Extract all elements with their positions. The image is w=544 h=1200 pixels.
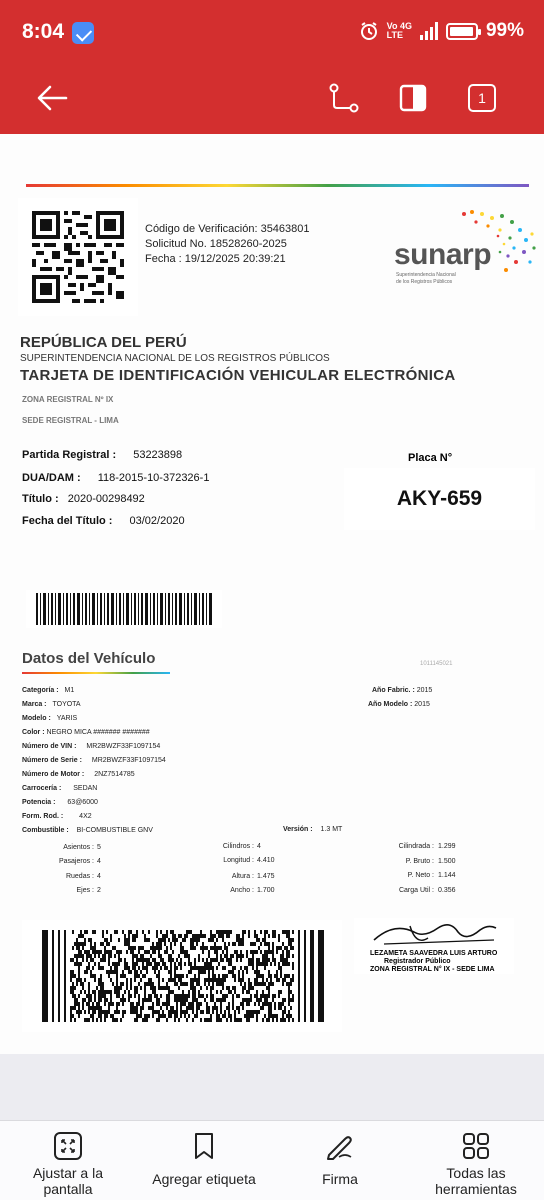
ano-fabric-field: Año Fabric. : 2015 [372,687,433,694]
rainbow-divider [26,184,529,187]
sunarp-subtitle: Superintendencia Nacional de los Registros Públicos [396,272,456,285]
pasajeros-value: 4 [97,858,101,865]
ruedas-label: Ruedas : [65,873,94,880]
ano-modelo-field: Año Modelo : 2015 [368,701,430,708]
form-rod-field: Form. Rod. : 4X2 [22,813,92,820]
longitud-value: 4.410 [257,857,275,864]
zona-registral: ZONA REGISTRAL Nº IX [22,395,114,404]
ancho-label: Ancho : [230,887,254,894]
categoria-field: Categoría : M1 [22,687,75,694]
network-type: Vo 4G LTE [386,21,412,40]
titulo-field: Título : 2020-00298492 [22,493,145,505]
solicitud: Solicitud No. 18528260-2025 [145,238,287,250]
fecha: Fecha : 19/12/2025 20:39:21 [145,253,286,265]
altura-value: 1.475 [257,873,275,880]
all-tools-button[interactable]: Todas las herramientas [416,1131,536,1197]
asientos-label: Asientos : [63,844,94,851]
longitud-label: Longitud : [223,857,254,864]
datos-vehiculo-heading: Datos del Vehículo [22,650,156,667]
split-view-icon [399,84,427,112]
add-tag-button[interactable]: Agregar etiqueta [144,1131,264,1187]
combustible-field: Combustible : BI-COMBUSTIBLE GNV [22,827,153,834]
fit-screen-button[interactable]: Ajustar a la pantalla [8,1131,128,1197]
marca-field: Marca : TOYOTA [22,701,81,708]
sunarp-logo [392,208,538,292]
grid-icon [461,1131,491,1161]
qr-code [18,198,138,316]
signature-icon [354,918,514,952]
superintendencia-heading: SUPERINTENDENCIA NACIONAL DE LOS REGISTROS PÚBLICOS [20,353,330,364]
datos-underline [22,672,170,674]
page-count-button[interactable] [462,78,502,118]
document-page[interactable] [0,134,544,1054]
page-gap [0,1054,544,1120]
status-bar [0,0,544,64]
battery-percent: 99% [485,20,524,41]
placa-label: Placa N° [408,452,453,464]
modelo-field: Modelo : YARIS [22,715,78,722]
status-time: 8:04 [22,20,65,43]
mail-notification-icon [72,22,94,44]
signal-icon [420,22,438,40]
republica-heading: REPÚBLICA DEL PERÚ [20,334,187,351]
serie-field: Número de Serie : MR2BWZF33F1097154 [22,757,166,764]
ejes-value: 2 [97,887,101,894]
pen-icon [325,1131,355,1161]
sunarp-wordmark: sunarp [394,238,492,271]
alarm-icon [359,21,379,41]
barcode [26,590,222,628]
fit-screen-icon [53,1131,83,1161]
vin-field: Número de VIN : MR2BWZF33F1097154 [22,743,161,750]
p-neto-label: P. Neto : [407,872,434,879]
dua-field: DUA/DAM : 118-2015-10-372326-1 [22,472,210,484]
path-icon [327,83,361,113]
potencia-field: Potencia : 63@6000 [22,799,98,806]
signature-block [354,918,514,974]
cilindrada-value: 1.299 [438,843,456,850]
partida-field: Partida Registral : 53223898 [22,449,183,461]
document-id: 1011145021 [420,661,453,667]
ejes-label: Ejes : [76,887,94,894]
carroceria-field: Carrocería : SEDAN [22,785,98,792]
cilindros-value: 4 [257,843,261,850]
p-bruto-value: 1.500 [438,858,456,865]
pasajeros-label: Pasajeros : [58,858,94,865]
placa-value: AKY-659 [344,468,535,530]
verification-info [145,222,310,267]
app-toolbar [0,64,544,134]
p-neto-value: 1.144 [438,872,456,879]
asientos-value: 5 [97,844,101,851]
arrow-left-icon [36,84,68,112]
color-field: Color : NEGRO MICA ####### ####### [22,729,150,736]
ancho-value: 1.700 [257,887,275,894]
motor-field: Número de Motor : 2NZ7514785 [22,771,135,778]
version-field: Versión : 1.3 MT [283,826,343,833]
altura-label: Altura : [231,873,254,880]
document-title: TARJETA DE IDENTIFICACIÓN VEHICULAR ELECTRÓNICA [20,367,456,384]
signer-name: LEZAMETA SAAVEDRA LUIS ARTURO [370,950,498,957]
back-button[interactable] [32,78,72,118]
cilindros-label: Cilindros : [222,843,254,850]
p-bruto-label: P. Bruto : [405,858,434,865]
ruedas-value: 4 [97,873,101,880]
cilindrada-label: Cilindrada : [398,843,434,850]
fecha-titulo-field: Fecha del Título : 03/02/2020 [22,515,185,527]
carga-util-label: Carga Util : [398,887,434,894]
bottom-toolbar [0,1120,544,1200]
signature-button[interactable]: Firma [280,1131,400,1187]
pdf417-barcode [22,920,342,1032]
status-right [359,20,524,42]
codigo-verificacion: Código de Verificación: 35463801 [145,223,310,235]
battery-icon [446,23,478,40]
signer-zona: ZONA REGISTRAL N° IX - SEDE LIMA [370,966,495,973]
carga-util-value: 0.356 [438,887,456,894]
page-count: 1 [468,84,496,112]
view-mode-button[interactable] [393,78,433,118]
bookmark-icon [189,1131,219,1161]
path-button[interactable] [324,78,364,118]
sede-registral: SEDE REGISTRAL - LIMA [22,416,119,425]
signer-role: Registrador Público [384,958,451,965]
